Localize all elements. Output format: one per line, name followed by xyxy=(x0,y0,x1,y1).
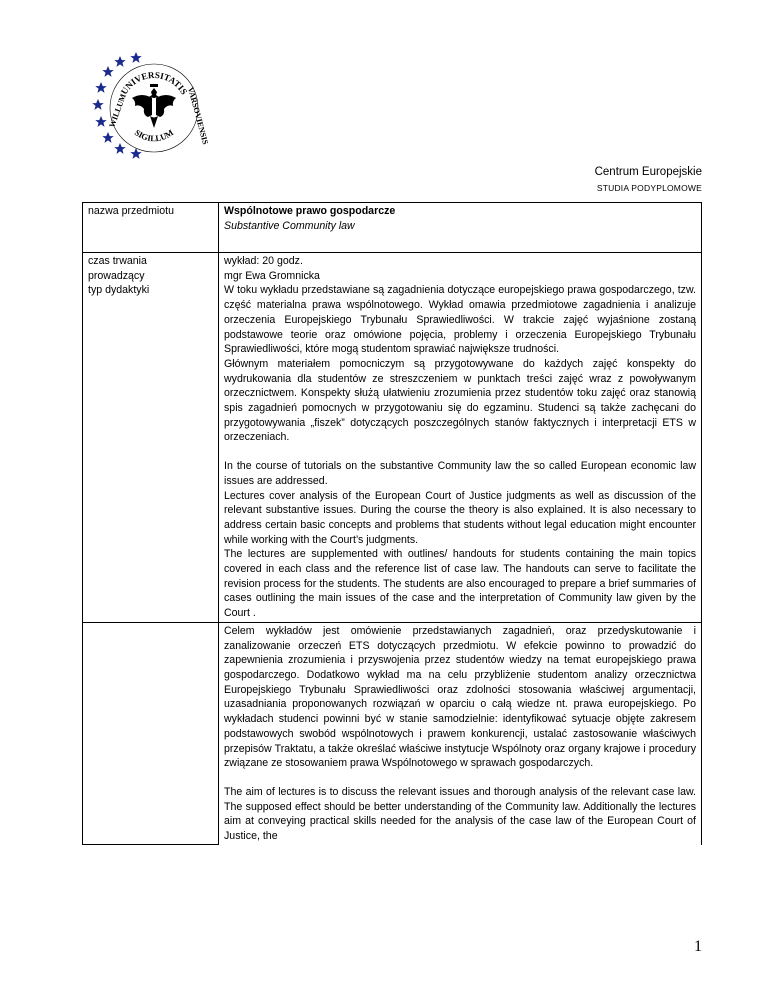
svg-text:SIGILLUM xyxy=(133,127,175,143)
program-type: STUDIA PODYPLOMOWE xyxy=(596,183,702,193)
description-pl-2: Głównym materiałem pomocniczym są przygotowywane do każdych zajęć konspekty do wydrukowania dla studentów ze streszczeniem w punktach treści zajęć wraz z powoływanym orzecznictwem. Konspekty służą ułatwieniu zrozumienia przez studentów toku zajęć oraz stanowią spis zagadnień pomocnych w przygotowaniu się do egzaminu. Studenci są także zachęcani do przygotowywania „fiszek” dotyczących poszczególnych stanów faktycznych i interpretacji ETS w orzeczeniach. xyxy=(224,357,696,444)
eagle-icon xyxy=(132,84,176,128)
center-name: Centrum Europejskie xyxy=(594,166,702,178)
description-en-1: In the course of tutorials on the substantive Community law the so called European economic law issues are addressed. xyxy=(224,460,696,487)
description-en-2: Lectures cover analysis of the European Court of Justice judgments as well as discussion of the relevant substantive issues. During the course the theory is also explained. It is also necessary to address certain basic concepts and problems that students without legal education might encounter while working with the Court’s judgments. xyxy=(224,489,696,546)
course-name-cell xyxy=(219,203,702,253)
course-info-table xyxy=(82,202,702,845)
duration-value: wykład: 20 godz. xyxy=(224,255,303,267)
seal-top-text: UNIVERSITATIS xyxy=(118,69,190,97)
aims-pl: Celem wykładów jest omówienie przedstawianych zagadnień, oraz przedyskutowanie i zanalizowanie orzeczeń ETS dotyczących przedmiotu. W efekcie powinno to prowadzić do zapewnienia zrozumienia i przyswojenia przez studentów wiedzy na temat europejskiego prawa gospodarczego. Dodatkowo wykład ma na celu przybliżenie studentom analizy orzecznictwa Europejskiego Trybunału Sprawiedliwości oraz zdolności stosowania właściwej argumentacji, uzasadniania proponowanych rozwiązań w oparciu o całą wiedze nt. prawa europejskiego. Po wykładach studenci powinni być w stanie samodzielnie: identyfikować sytuacje objęte zakresem podstawowych swobód wspólnotowych i prawem konkurencji, ustalać zastosowanie właściwych przepisów Traktatu, a także określać właściwe instytucje Wspólnoty oraz organy krajowe i procedury związane ze stosowaniem prawa Wspólnotowego w sprawach gospodarczych. xyxy=(224,624,696,770)
table-row xyxy=(83,253,702,623)
aims-en: The aim of lectures is to discuss the relevant issues and thorough analysis of the relevant case law. The supposed effect should be better understanding of the Community law. Additionally the lectures aim at conveying practical skills needed for the analysis of the case law of the European Court of Justice, the xyxy=(224,785,696,843)
empty-label-cell xyxy=(83,622,219,844)
label-teaching-type: typ dydaktyki xyxy=(88,284,150,297)
description-pl-1: W toku wykładu przedstawiane są zagadnienia dotyczące europejskiego prawa gospodarczego, tzw. część materialna prawa wspólnotowego. Wykład omawia przedmiotowe zagadnienia i analizuje orzeczenia Europejskiego Trybunału Sprawiedliwości. W trakcie zajęć wyjaśnione zostaną podstawowe teorie oraz omówione pojęcia, problemy i orzeczenia Europejskiego Trybunału Sprawiedliwości, które mogą studentom sprawiać największe trudności. xyxy=(224,284,696,356)
page-number: 1 xyxy=(694,938,702,955)
university-logo xyxy=(84,48,224,164)
table-row xyxy=(83,203,702,253)
seal-bottom-text: SIGILLUM xyxy=(132,127,176,144)
course-title: Wspólnotowe prawo gospodarcze xyxy=(224,205,396,217)
labels-cell xyxy=(83,253,219,623)
description-en-3: The lectures are supplemented with outlines/ handouts for students containing the main topics covered in each class and the reference list of case law. The handouts can serve to facilitate the revision process for the students. The students are also encouraged to prepare a brief summaries of cases outlining the main issues of the case and the interpretation of Community law given by the Court . xyxy=(224,548,696,620)
lecturer-value: mgr Ewa Gromnicka xyxy=(224,269,320,282)
seal-right-text: VARSOVIENSIS xyxy=(186,86,211,146)
label-course-name: nazwa przedmiotu xyxy=(83,203,219,253)
label-duration: czas trwania xyxy=(88,255,147,267)
table-row xyxy=(83,622,702,844)
course-subtitle: Substantive Community law xyxy=(224,219,355,232)
label-lecturer: prowadzący xyxy=(88,269,145,282)
course-aims-cell xyxy=(219,622,702,844)
seal xyxy=(107,64,210,152)
seal-left-text: WILLUM xyxy=(107,92,128,129)
course-details-cell xyxy=(219,253,702,623)
